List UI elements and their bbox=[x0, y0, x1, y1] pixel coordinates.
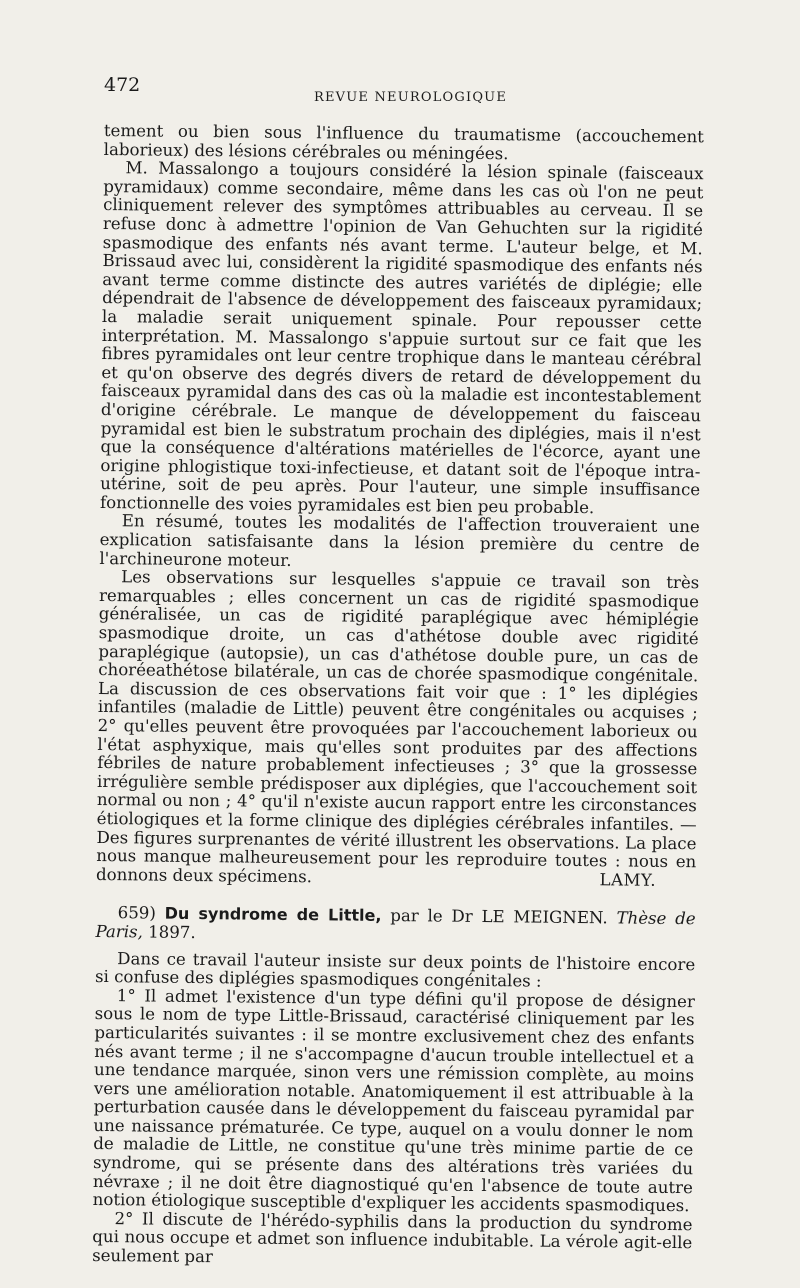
article-body bbox=[92, 122, 704, 1272]
paragraph: Dans ce travail l'auteur insiste sur deux points de l'histoire encore si confuse des diplégies spasmodiques congénitales : bbox=[94, 948, 696, 991]
entry-source: Thèse de Paris, bbox=[95, 908, 696, 942]
paragraph: 2° Il discute de l'hérédo-syphilis dans la production du syndrome qui nous occupe et admet son influence indubitable. La vérole agit-elle seulement par bbox=[92, 1209, 693, 1267]
entry-author-prefix: par le Dr bbox=[390, 906, 473, 927]
entry-title: Du syndrome de Little, bbox=[164, 904, 382, 926]
paragraph: M. Massalongo a toujours considéré la lésion spinale (faisceaux pyramidaux) comme secondaire, même dans les cas où l'on ne peut cliniquement relever des symptômes attribuables au cerveau. Il se refuse donc à admettre l'opinion de Van Gehuchten sur la rigidité spasmodique des enfants nés avant terme. L'auteur belge, et M. Brissaud avec lui, considèrent la rigidité spasmodique des enfants nés avant terme comme distincte des autres variétés de diplégie; elle dépendrait de l'absence de développement des faisceaux pyramidaux; la maladie serait uniquement spinale. Pour repousser cette interprétation. M. Massalongo s'appuie surtout sur ce fait que les fibres pyramidales ont leur centre trophique dans le manteau cérébral et qu'on observe des degrés divers de retard de développement du faisceaux pyramidal dans des cas où la maladie est incontestablement d'origine cérébrale. Le manque de développement du faisceau pyramidal est bien le substratum prochain des diplégies, mais il n'est que la conséquence d'altérations matérielles de l'écorce, ayant une origine phlogistique toxi-infectieuse, et datant soit de l'époque intra-utérine, soit de peu après. Pour l'auteur, une simple insuffisance fonctionnelle des voies pyramidales est bien peu probable. bbox=[99, 158, 704, 518]
paragraph: En résumé, toutes les modalités de l'affection trouveraient une explication satisfaisante dans la lésion première du centre de l'archineurone moteur. bbox=[99, 511, 700, 570]
paragraph: tement ou bien sous l'influence du traumatisme (accouchement laborieux) des lésions cérébrales ou méningées. bbox=[103, 121, 704, 163]
signature: LAMY. bbox=[599, 869, 657, 890]
entry-heading bbox=[95, 904, 695, 947]
entry-year: 1897. bbox=[148, 922, 196, 942]
page-header bbox=[104, 74, 704, 104]
paragraph-with-signature bbox=[96, 568, 699, 890]
running-title: REVUE NEUROLOGIQUE bbox=[314, 90, 508, 105]
entry-number: 659) bbox=[117, 903, 156, 923]
page-number: 472 bbox=[104, 74, 141, 96]
paragraph: 1° Il admet l'existence d'un type défini qu'il propose de désigner sous le nom de type Little-Brissaud, caractérisé cliniquement par les particularités suivantes : il se montre exclusivement chez des enfants nés avant terme ; il ne s'accompagne d'aucun trouble intellectuel et a une tendance marquée, sinon vers une rémission complète, au moins vers une amélioration notable. Anatomiquement il est attribuable à la perturbation causée dans le développement du faisceau pyramidal par une naissance prématurée. Ce type, auquel on a voulu donner le nom de maladie de Little, ne constitue qu'une très minime partie de ce syndrome, qui se présente dans des altérations très variées du névraxe ; il ne doit être diagnostiqué qu'en l'absence de toute autre notion étiologique susceptible d'expliquer les accidents spasmodiques. bbox=[92, 985, 695, 1216]
entry-author: LE MEIGNEN. bbox=[481, 907, 608, 928]
paragraph-text: Les observations sur lesquelles s'appuie ce travail son très remarquables ; elles concernent un cas de rigidité spasmodique généralisée, un cas de rigidité paraplégique avec hémiplégie spasmodique droite, un cas d'athétose double avec rigidité paraplégique (autopsie), un cas d'athétose double pure, un cas de choréeathétose bilatérale, un cas de chorée spasmodique congénitale. La discussion de ces observations fait voir que : 1° les diplégies infantiles (maladie de Little) peuvent être congénitales ou acquises ; 2° qu'elles peuvent être provoquées par l'accouchement laborieux ou l'état asphyxique, mais qu'elles sont produites par des affections fébriles de nature probablement infectieuses ; 3° que la grossesse irrégulière semble prédisposer aux diplégies, que l'accouchement soit normal ou non ; 4° qu'il n'existe aucun rapport entre les circonstances étiologiques et la forme clinique des diplégies cérébrales infantiles. — Des figures surprenantes de vérité illustrent les observations. La place nous manque malheureusement pour les reproduire toutes : nous en donnons deux spécimens. bbox=[96, 567, 700, 886]
